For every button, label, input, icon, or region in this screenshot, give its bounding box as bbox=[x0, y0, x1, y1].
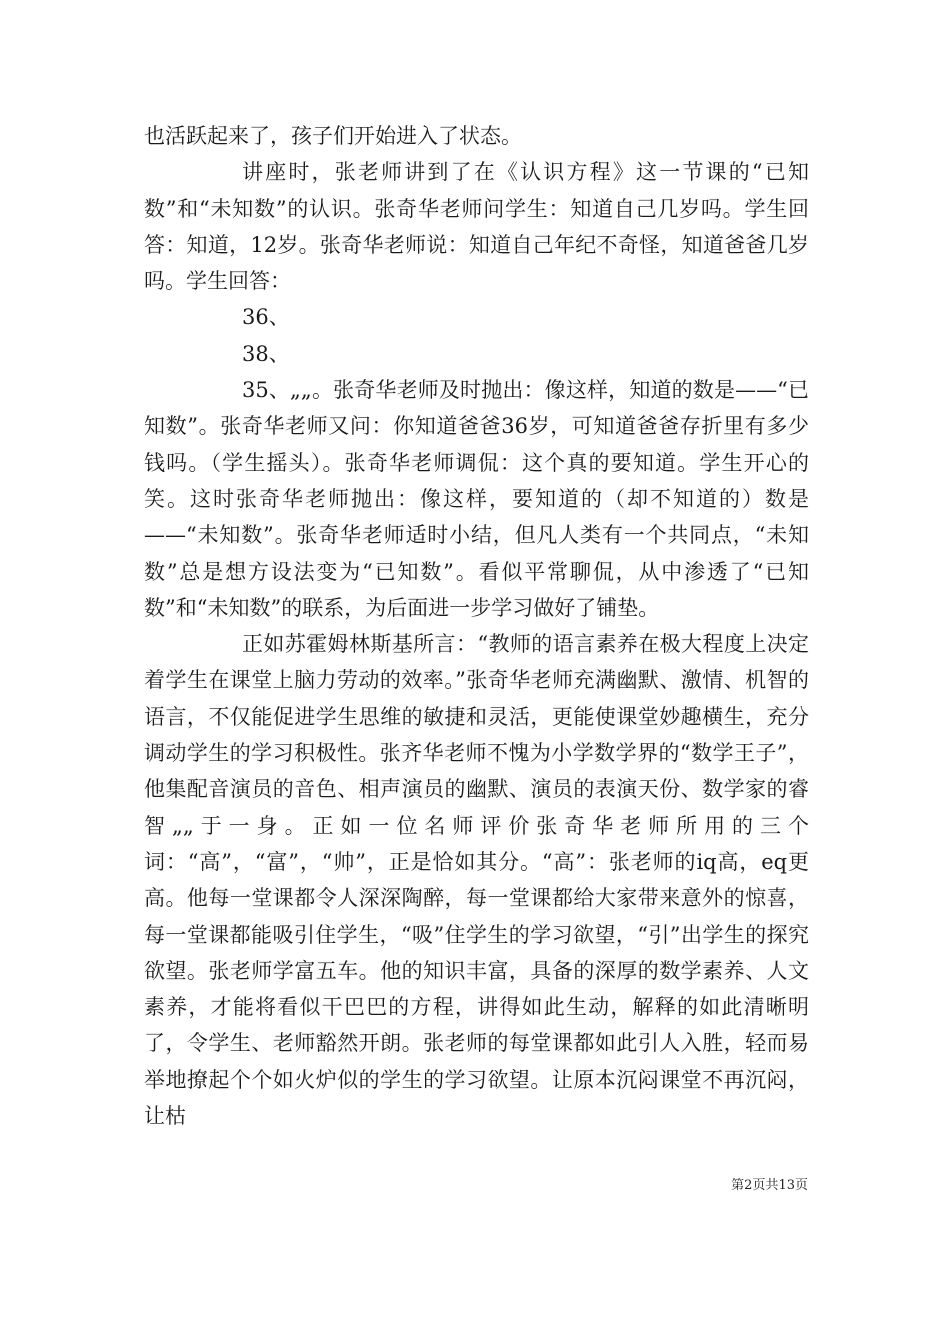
paragraph-known-unknown: 35、„„。张奇华老师及时抛出：像这样，知道的数是——“已知数”。张奇华老师又问：你知道爸爸36岁，可知道爸爸存折里有多少钱吗。（学生摇头）。张奇华老师调侃：这个真的要知道。学生开心的笑。这时张奇华老师抛出：像这样，要知道的（却不知道的）数是——“未知数”。张奇华老师适时小结，但凡人类有一个共同点，“未知数”总是想方设法变为“已知数”。看似平常聊侃，从中渗透了“已知数”和“未知数”的联系，为后面进一步学习做好了铺垫。 bbox=[144, 378, 809, 620]
page-number-footer: 第2页共13页 bbox=[731, 1178, 808, 1193]
paragraph-language-quote: 正如苏霍姆林斯基所言：“教师的语言素养在极大程度上决定着学生在课堂上脑力劳动的效率。”张奇华老师充满幽默、激情、机智的语言，不仅能促进学生思维的敏捷和灵活，更能使课堂妙趣横生，充分调动学生的学习积极性。张齐华老师不愧为小学数学界的“数学王子”，他集配音演员的音色、相声演员的幽默、演员的表演天份、数学家的睿智„„于一身。正如一位名师评价张奇华老师所用的三个词：“高”，“富”，“帅”，正是恰如其分。“高”：张老师的iq高，eq更高。他每一堂课都令人深深陶醉，每一堂课都给大家带来意外的惊喜，每一堂课都能吸引住学生，“吸”住学生的学习欲望，“引”出学生的探究欲望。张老师学富五车。他的知识丰富，具备的深厚的数学素养、人文素养，才能将看似干巴巴的方程，讲得如此生动，解释的如此清晰明了，令学生、老师豁然开朗。张老师的每堂课都如此引人入胜，轻而易举地撩起个个如火炉似的学生的学习欲望。让原本沉闷课堂不再沉闷，让枯 bbox=[144, 632, 809, 1129]
body-text bbox=[144, 118, 809, 1134]
paragraph-continuation: 也活跃起来了，孩子们开始进入了状态。 bbox=[144, 124, 522, 148]
paragraph-answer-38: 38、 bbox=[242, 341, 290, 366]
paragraph-lecture: 讲座时，张老师讲到了在《认识方程》这一节课的“已知数”和“未知数”的认识。张奇华老师问学生：知道自己几岁吗。学生回答：知道，12岁。张奇华老师说：知道自己年纪不奇怪，知道爸爸几岁吗。学生回答： bbox=[144, 160, 809, 294]
paragraph-answer-36: 36、 bbox=[242, 305, 290, 330]
